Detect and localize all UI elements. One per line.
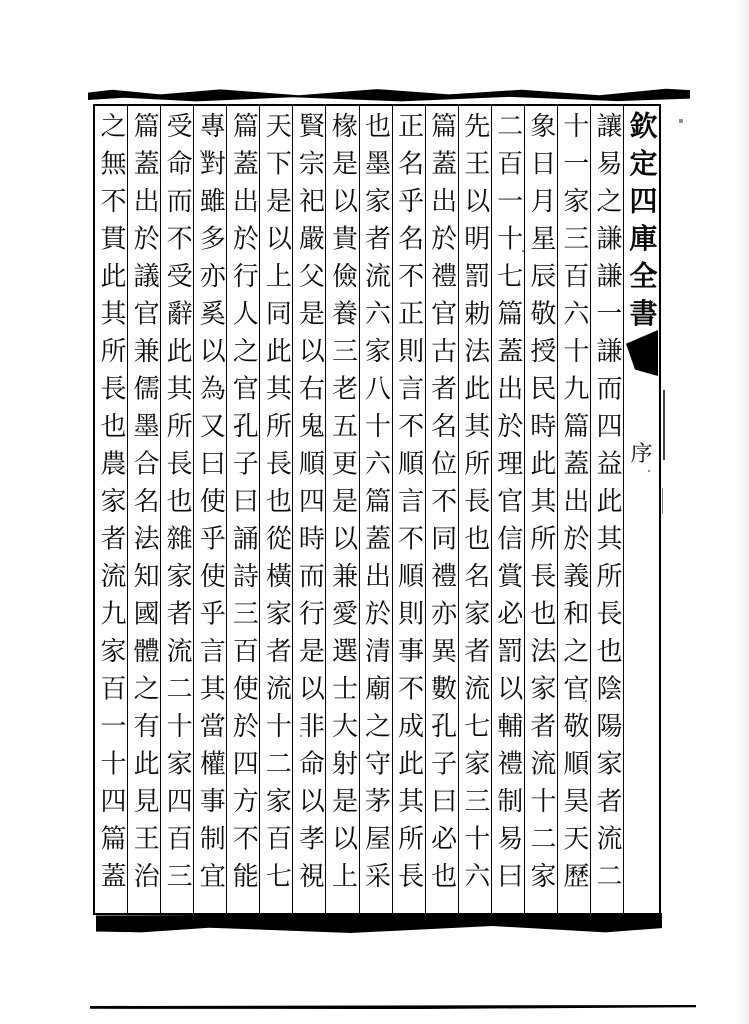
column-text: 之無不貫此其所長也農家者流九家百一十四篇蓋 bbox=[96, 112, 127, 900]
text-column bbox=[259, 106, 292, 913]
text-column bbox=[325, 106, 358, 913]
text-column bbox=[160, 106, 193, 913]
column-text: 天下是以上同此其所長也從橫家者流十二家百七 bbox=[261, 112, 292, 900]
column-text: 也墨家者流六家八十六篇蓋出於清廟之守茅屋采 bbox=[360, 112, 391, 900]
text-column bbox=[226, 106, 259, 913]
column-text: 象日月星辰敬授民時此其所長也法家者流十二家 bbox=[525, 112, 556, 900]
scan-artifact-footer-line bbox=[90, 1005, 696, 1009]
column-text: 篇蓋出於禮官古者名位不同禮亦異數孔子曰必也 bbox=[426, 112, 457, 900]
text-column bbox=[392, 106, 425, 913]
text-frame bbox=[93, 104, 661, 915]
text-column bbox=[557, 106, 590, 913]
scan-artifact-margin-mark bbox=[663, 390, 665, 460]
column-text: 賢宗祀嚴父是以右鬼順四時而行是以非命以孝視 bbox=[294, 112, 325, 900]
title-column bbox=[623, 106, 659, 913]
column-text: 篇蓋出於議官兼儒墨合名法知國體之有此見王治 bbox=[129, 112, 160, 900]
column-text: 專對雖多亦奚以為又曰使乎使乎言其當權事制宜 bbox=[195, 112, 226, 900]
text-column bbox=[95, 106, 127, 913]
column-text: 十一家三百六十九篇蓋出於義和之官敬順昊天歷 bbox=[558, 112, 589, 900]
scan-noise-specks bbox=[0, 0, 2, 2]
text-column bbox=[590, 106, 623, 913]
text-column bbox=[359, 106, 392, 913]
column-text: 正名乎名不正則言不順言不順則事不成此其所長 bbox=[393, 112, 424, 900]
scan-artifact-margin-mark bbox=[662, 488, 663, 514]
column-text: 受命而不受辭此其所長也雜家者流二十家四百三 bbox=[162, 112, 193, 900]
column-text: 二百一十七篇蓋出於理官信賞必罰以輔禮制易曰 bbox=[492, 112, 523, 900]
book-title: 欽定四庫全書 bbox=[625, 111, 659, 336]
text-column bbox=[127, 106, 160, 913]
column-text: 讓易之謙謙一謙而四益此其所長也陰陽家者流二 bbox=[591, 112, 622, 900]
scan-artifact-top-band bbox=[88, 85, 690, 102]
column-text: 先王以明罰勅法此其所長也名家者流七家三十六 bbox=[459, 112, 490, 900]
text-column bbox=[524, 106, 557, 913]
column-text: 篇蓋出於行人之官孔子曰誦詩三百使於四方不能 bbox=[228, 112, 259, 900]
page-edge-shading bbox=[735, 0, 749, 1024]
text-column bbox=[491, 106, 524, 913]
text-column bbox=[292, 106, 325, 913]
text-column bbox=[458, 106, 491, 913]
text-column bbox=[425, 106, 458, 913]
text-column bbox=[193, 106, 226, 913]
section-label: 序 bbox=[630, 442, 653, 467]
column-text: 椽是以貴儉養三老五更是以兼愛選士大射是以上 bbox=[327, 112, 358, 900]
scan-artifact-bottom-band bbox=[96, 913, 662, 934]
